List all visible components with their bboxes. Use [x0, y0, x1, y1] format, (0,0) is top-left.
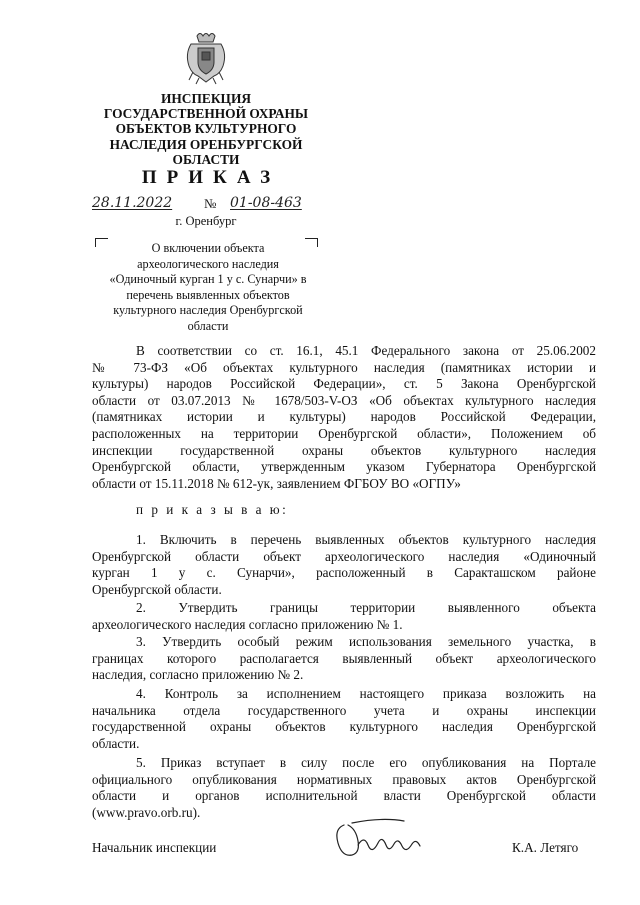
text-line: 3. Утвердить особый режим использования земельного участка, в [136, 634, 596, 649]
order-word: п р и к а з ы в а ю: [136, 502, 289, 517]
number-sign: № [204, 196, 217, 211]
text-line: Оренбургской области. [92, 581, 222, 597]
text-line: культуры) народов Российской Федерации», ст. 5 Закона Оренбургской [92, 376, 596, 392]
city: г. Оренбург [175, 214, 237, 228]
date-number-line [86, 195, 336, 215]
preamble-paragraph [92, 343, 596, 492]
text-line: 5. Приказ вступает в силу после его опубликования на Портале [136, 755, 596, 770]
text-line: области от 15.11.2018 № 612-ук, заявлением ФГБОУ ВО «ОГПУ» [92, 475, 461, 491]
text-line: области от 03.07.2013 № 1678/503-V-ОЗ «Об объектах культурного наследия [92, 392, 596, 408]
text-line: археологического наследия согласно приложению № 1. [92, 616, 403, 632]
coat-of-arms-icon [183, 30, 229, 86]
document-title: ПРИКАЗ [141, 167, 281, 188]
text-line: границах которого располагается выявленный объект археологического [92, 650, 596, 666]
order-item-4 [92, 686, 596, 752]
signer-position: Начальник инспекции [92, 840, 217, 855]
text-line: В соответствии со ст. 16.1, 45.1 Федерального закона от 25.06.2002 [136, 343, 596, 358]
org-line: ГОСУДАРСТВЕННОЙ ОХРАНЫ [103, 106, 309, 122]
document-subject [92, 241, 324, 334]
text-line: инспекции государственной охраны объектов культурного наследия [92, 442, 596, 458]
text-line: (памятниках истории и культуры) народов Российской Федерации, [92, 409, 596, 425]
text-line: области и органов исполнительной власти Оренбургской области [92, 788, 596, 804]
subject-line: культурного наследия Оренбургской [113, 303, 303, 317]
text-line: начальника отдела государственного учета и охраны инспекции [92, 702, 596, 718]
organization-name [82, 91, 330, 167]
text-line: Оренбургской области, утвержденным указом Губернатора Оренбургской [92, 459, 596, 475]
text-line: 1. Включить в перечень выявленных объектов культурного наследия [136, 532, 596, 547]
text-line: 2. Утвердить границы территории выявленного объекта [136, 600, 596, 615]
text-line: области. [92, 735, 140, 751]
document-number: 01-08-463 [230, 195, 302, 211]
text-line: наследия, согласно приложению № 2. [92, 667, 304, 683]
text-line: официального опубликования нормативных правовых актов Оренбургской [92, 771, 596, 787]
order-item-1 [92, 532, 596, 598]
subject-line: О включении объекта [151, 241, 265, 255]
text-line: Оренбургской области объект археологического наследия «Одиночный [92, 548, 596, 564]
text-line: курган 1 у с. Сунарчи», расположенный в Саракташском районе [92, 565, 596, 581]
text-line: (www.pravo.orb.ru). [92, 804, 201, 820]
text-line: государственной охраны объектов культурного наследия Оренбургской [92, 719, 596, 735]
subject-line: перечень выявленных объектов [126, 287, 290, 302]
order-item-2 [92, 600, 596, 633]
org-line: ОБЛАСТИ [172, 151, 240, 167]
handwritten-signature [330, 815, 440, 863]
text-line: № 73-ФЗ «Об объектах культурного наследия (памятниках истории и [92, 359, 596, 375]
org-line: НАСЛЕДИЯ ОРЕНБУРГСКОЙ [109, 136, 303, 152]
text-line: расположенных на территории Оренбургской области», Положением об [92, 425, 596, 441]
org-line: ИНСПЕКЦИЯ [160, 91, 252, 106]
subject-line: области [187, 318, 229, 333]
document-date: 28.11.2022 [92, 195, 173, 211]
subject-line: «Одиночный курган 1 у с. Сунарчи» в [109, 272, 307, 286]
text-line: 4. Контроль за исполнением настоящего приказа возложить на [136, 686, 596, 701]
subject-line: археологического наследия [137, 256, 279, 271]
org-line: ОБЪЕКТОВ КУЛЬТУРНОГО [115, 121, 297, 137]
signer-name: К.А. Летяго [512, 840, 579, 855]
order-item-5 [92, 755, 596, 821]
order-item-3 [92, 634, 596, 684]
